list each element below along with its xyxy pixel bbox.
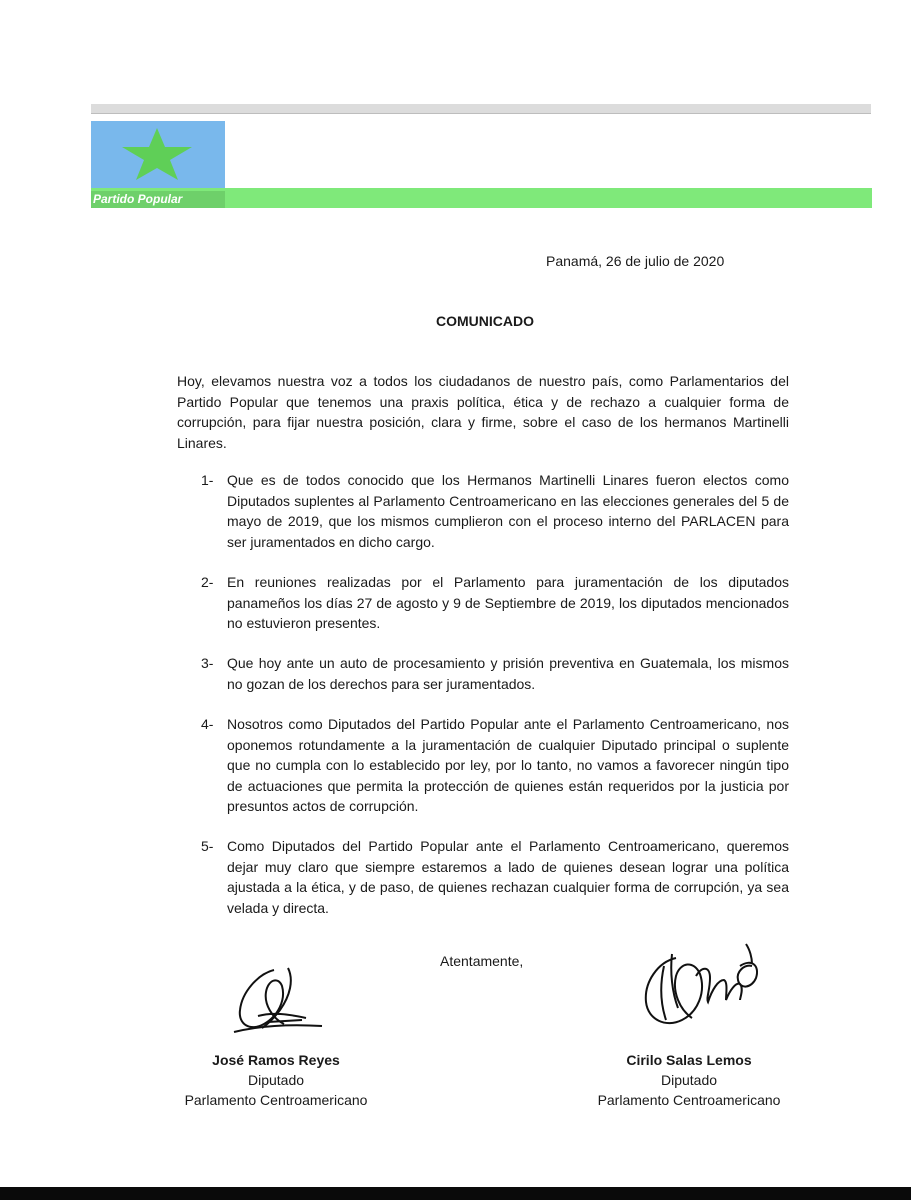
signatory-right: [579, 1050, 799, 1110]
list-item-number: 2-: [201, 574, 214, 590]
list-item-text: Como Diputados del Partido Popular ante el Parlamento Centroamericano, queremos dejar muy claro que siempre estaremos a lado de quienes desean lograr una política ajustada a la ética, y de paso, de quienes rechazan cualquier forma de corrupción, ya sea velada y directa.: [227, 838, 789, 916]
list-item: [201, 836, 789, 918]
closing-line: Atentamente,: [440, 953, 524, 969]
date-line: Panamá, 26 de julio de 2020: [546, 253, 725, 269]
document-heading: COMUNICADO: [436, 313, 534, 329]
signatory-organization: Parlamento Centroamericano: [184, 1092, 368, 1108]
signatory-name: José Ramos Reyes: [212, 1052, 340, 1068]
list-item: [201, 653, 789, 694]
list-item-text: Que es de todos conocido que los Hermanos Martinelli Linares fueron electos como Diputados suplentes al Parlamento Centroamericano en las elecciones generales del 5 de mayo de 2019, que los mismos cumplieron con el proceso interno del PARLACEN para ser juramentados en dicho cargo.: [227, 472, 789, 550]
list-item-number: 4-: [201, 716, 214, 732]
green-star-icon: [120, 126, 194, 182]
signature-left: [228, 966, 328, 1042]
list-item-text: En reuniones realizadas por el Parlamento para juramentación de los diputados panameños los días 27 de agosto y 9 de Septiembre de 2019, los diputados mencionados no estuvieron presentes.: [227, 574, 789, 631]
party-name-label: Partido Popular: [91, 191, 225, 208]
list-item-text: Nosotros como Diputados del Partido Popular ante el Parlamento Centroamericano, nos oponemos rotundamente a la juramentación de cualquier Diputado principal o suplente que no cumpla con lo establecido por ley, por lo tanto, no vamos a favorecer ningún tipo de actuaciones que permita la protección de quienes están requeridos por la justicia por presuntos actos de corrupción.: [227, 716, 789, 814]
screen-bottom-band: [0, 1187, 911, 1200]
header-rule: [91, 104, 871, 113]
list-item-number: 5-: [201, 838, 214, 854]
signatory-title: Diputado: [660, 1072, 718, 1088]
list-item-number: 1-: [201, 472, 214, 488]
list-item: [201, 572, 789, 634]
list-item-number: 3-: [201, 655, 214, 671]
list-item: [201, 714, 789, 817]
signatory-title: Diputado: [247, 1072, 305, 1088]
signatory-name: Cirilo Salas Lemos: [626, 1052, 752, 1068]
signatory-left: [166, 1050, 386, 1110]
signature-right: [636, 936, 764, 1036]
list-item-text: Que hoy ante un auto de procesamiento y prisión preventiva en Guatemala, los mismos no gozan de los derechos para ser juramentados.: [227, 655, 789, 692]
party-logo: [91, 121, 225, 188]
intro-paragraph: Hoy, elevamos nuestra voz a todos los ciudadanos de nuestro país, como Parlamentarios del Partido Popular que tenemos una praxis política, ética y de rechazo a cualquier forma de corrupción, para fijar nuestra posición, clara y firme, sobre el caso de los hermanos Martinelli Linares.: [177, 373, 789, 451]
list-item: [201, 470, 789, 552]
header-rule-line: [91, 113, 871, 114]
signatory-organization: Parlamento Centroamericano: [597, 1092, 781, 1108]
